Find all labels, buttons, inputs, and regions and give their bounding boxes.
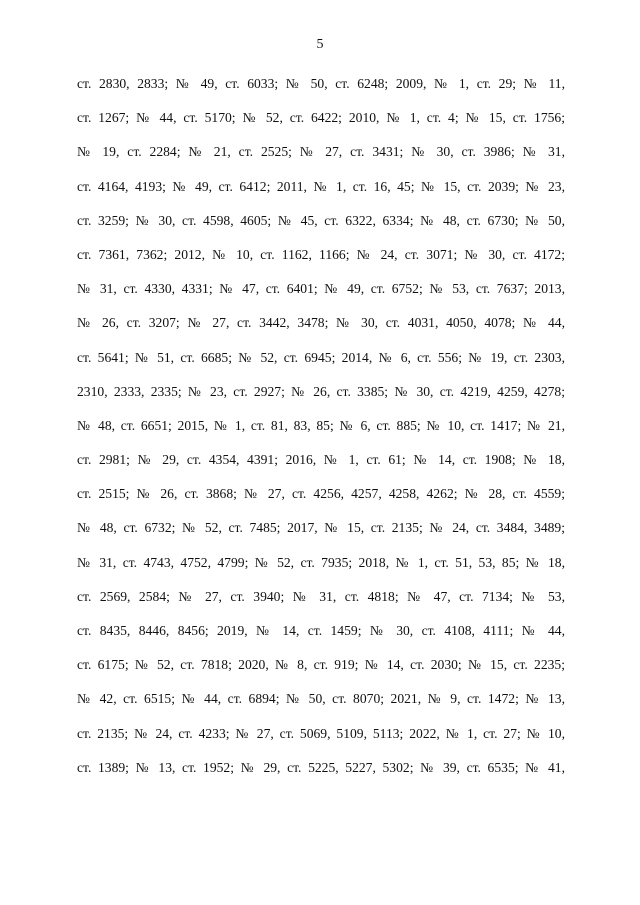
text-line: ст. 7361, 7362; 2012, № 10, ст. 1162, 1166; № 24, ст. 3071; № 30, ст. 4172; [77,246,565,262]
text-line: № 31, ст. 4743, 4752, 4799; № 52, ст. 7935; 2018, № 1, ст. 51, 53, 85; № 18, [77,554,565,570]
document-body [77,73,565,791]
text-line: ст. 1389; № 13, ст. 1952; № 29, ст. 5225, 5227, 5302; № 39, ст. 6535; № 41, [77,759,565,775]
text-line: ст. 2830, 2833; № 49, ст. 6033; № 50, ст. 6248; 2009, № 1, ст. 29; № 11, [77,76,565,91]
text-line: ст. 4164, 4193; № 49, ст. 6412; 2011, № 1, ст. 16, 45; № 15, ст. 2039; № 23, [77,178,565,194]
text-line: ст. 2981; № 29, ст. 4354, 4391; 2016, № 1, ст. 61; № 14, ст. 1908; № 18, [77,452,565,468]
text-line: ст. 6175; № 52, ст. 7818; 2020, № 8, ст. 919; № 14, ст. 2030; № 15, ст. 2235; [77,657,565,673]
text-line: ст. 2569, 2584; № 27, ст. 3940; № 31, ст. 4818; № 47, ст. 7134; № 53, [77,588,565,604]
text-line: ст. 2515; № 26, ст. 3868; № 27, ст. 4256, 4257, 4258, 4262; № 28, ст. 4559; [77,486,565,502]
text-line: ст. 1267; № 44, ст. 5170; № 52, ст. 6422; 2010, № 1, ст. 4; № 15, ст. 1756; [77,110,565,126]
text-line: № 31, ст. 4330, 4331; № 47, ст. 6401; № 49, ст. 6752; № 53, ст. 7637; 2013, [77,281,565,297]
text-line: № 42, ст. 6515; № 44, ст. 6894; № 50, ст. 8070; 2021, № 9, ст. 1472; № 13, [77,691,565,707]
text-line: ст. 8435, 8446, 8456; 2019, № 14, ст. 1459; № 30, ст. 4108, 4111; № 44, [77,623,565,638]
text-line: 2310, 2333, 2335; № 23, ст. 2927; № 26, ст. 3385; № 30, ст. 4219, 4259, 4278; [77,383,565,399]
text-line: № 48, ст. 6651; 2015, № 1, ст. 81, 83, 85; № 6, ст. 885; № 10, ст. 1417; № 21, [77,417,565,433]
text-line: № 19, ст. 2284; № 21, ст. 2525; № 27, ст. 3431; № 30, ст. 3986; № 31, [77,144,565,160]
page-number: 5 [316,37,324,52]
text-line: ст. 5641; № 51, ст. 6685; № 52, ст. 6945; 2014, № 6, ст. 556; № 19, ст. 2303, [77,349,565,365]
text-line: ст. 3259; № 30, ст. 4598, 4605; № 45, ст. 6322, 6334; № 48, ст. 6730; № 50, [77,212,565,228]
text-line: ст. 2135; № 24, ст. 4233; № 27, ст. 5069, 5109, 5113; 2022, № 1, ст. 27; № 10, [77,725,565,741]
text-line: № 48, ст. 6732; № 52, ст. 7485; 2017, № 15, ст. 2135; № 24, ст. 3484, 3489; [77,520,565,536]
text-line: № 26, ст. 3207; № 27, ст. 3442, 3478; № 30, ст. 4031, 4050, 4078; № 44, [77,315,565,331]
